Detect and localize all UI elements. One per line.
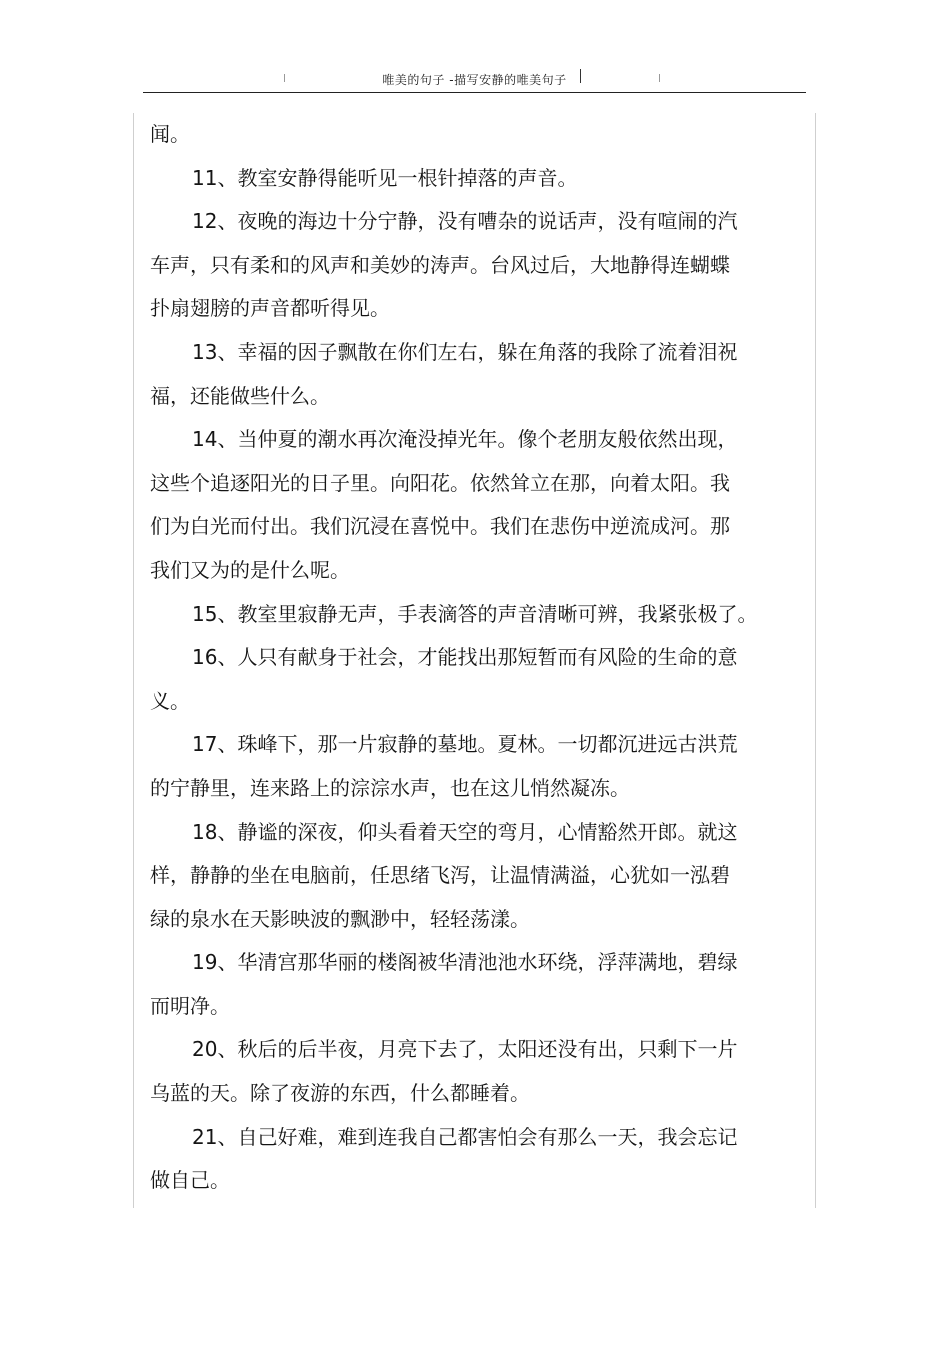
text-line: 20、秋后的后半夜，月亮下去了，太阳还没有出，只剩下一片 bbox=[192, 1037, 738, 1062]
text-line: 而明净。 bbox=[150, 993, 230, 1018]
page-header bbox=[143, 66, 806, 93]
text-line: 这些个追逐阳光的日子里。向阳花。依然耸立在那，向着太阳。我 bbox=[150, 470, 730, 495]
text-line: 18、静谧的深夜，仰头看着天空的弯月，心情豁然开郎。就这 bbox=[192, 819, 738, 844]
text-line: 11、教室安静得能听见一根针掉落的声音。 bbox=[192, 165, 578, 190]
text-line: 19、华清宫那华丽的楼阁被华清池池水环绕，浮萍满地，碧绿 bbox=[192, 950, 738, 975]
page-border-right bbox=[815, 113, 816, 1208]
text-line: 17、珠峰下，那一片寂静的墓地。夏林。一切都沉进远古洪荒 bbox=[192, 732, 738, 757]
text-line: 21、自己好难，难到连我自己都害怕会有那么一天，我会忘记 bbox=[192, 1124, 738, 1149]
text-line: 12、夜晚的海边十分宁静，没有嘈杂的说话声，没有喧闹的汽 bbox=[192, 209, 738, 234]
text-line: 做自己。 bbox=[150, 1168, 230, 1193]
text-line: 15、教室里寂静无声，手表滴答的声音清晰可辨，我紧张极了。 bbox=[192, 601, 758, 626]
text-line: 乌蓝的天。除了夜游的东西，什么都睡着。 bbox=[150, 1081, 530, 1106]
body-text bbox=[150, 113, 765, 1203]
text-line: 义。 bbox=[150, 688, 190, 713]
text-line: 们为白光而付出。我们沉浸在喜悦中。我们在悲伤中逆流成河。那 bbox=[150, 514, 730, 539]
page-border-left bbox=[133, 113, 134, 1208]
text-line: 车声，只有柔和的风声和美妙的涛声。台风过后，大地静得连蝴蝶 bbox=[150, 252, 730, 277]
text-line: 福，还能做些什么。 bbox=[150, 383, 330, 408]
text-line: 我们又为的是什么呢。 bbox=[150, 557, 350, 582]
header-title: 唯美的句子 -描写安静的唯美句子 bbox=[382, 73, 567, 87]
text-line: 闻。 bbox=[150, 122, 190, 146]
text-line: 13、幸福的因子飘散在你们左右，躲在角落的我除了流着泪祝 bbox=[192, 339, 738, 364]
text-line: 样，静静的坐在电脑前，任思绪飞泻，让温情满溢，心犹如一泓碧 bbox=[150, 863, 730, 888]
text-line: 16、人只有献身于社会，才能找出那短暂而有风险的生命的意 bbox=[192, 645, 738, 670]
text-line: 14、当仲夏的潮水再次淹没掉光年。像个老朋友般依然出现， bbox=[192, 427, 738, 452]
text-line: 的宁静里，连来路上的淙淙水声，也在这儿悄然凝冻。 bbox=[150, 775, 630, 800]
text-line: 绿的泉水在天影映波的飘渺中，轻轻荡漾。 bbox=[150, 906, 530, 931]
text-line: 扑扇翅膀的声音都听得见。 bbox=[150, 296, 390, 321]
